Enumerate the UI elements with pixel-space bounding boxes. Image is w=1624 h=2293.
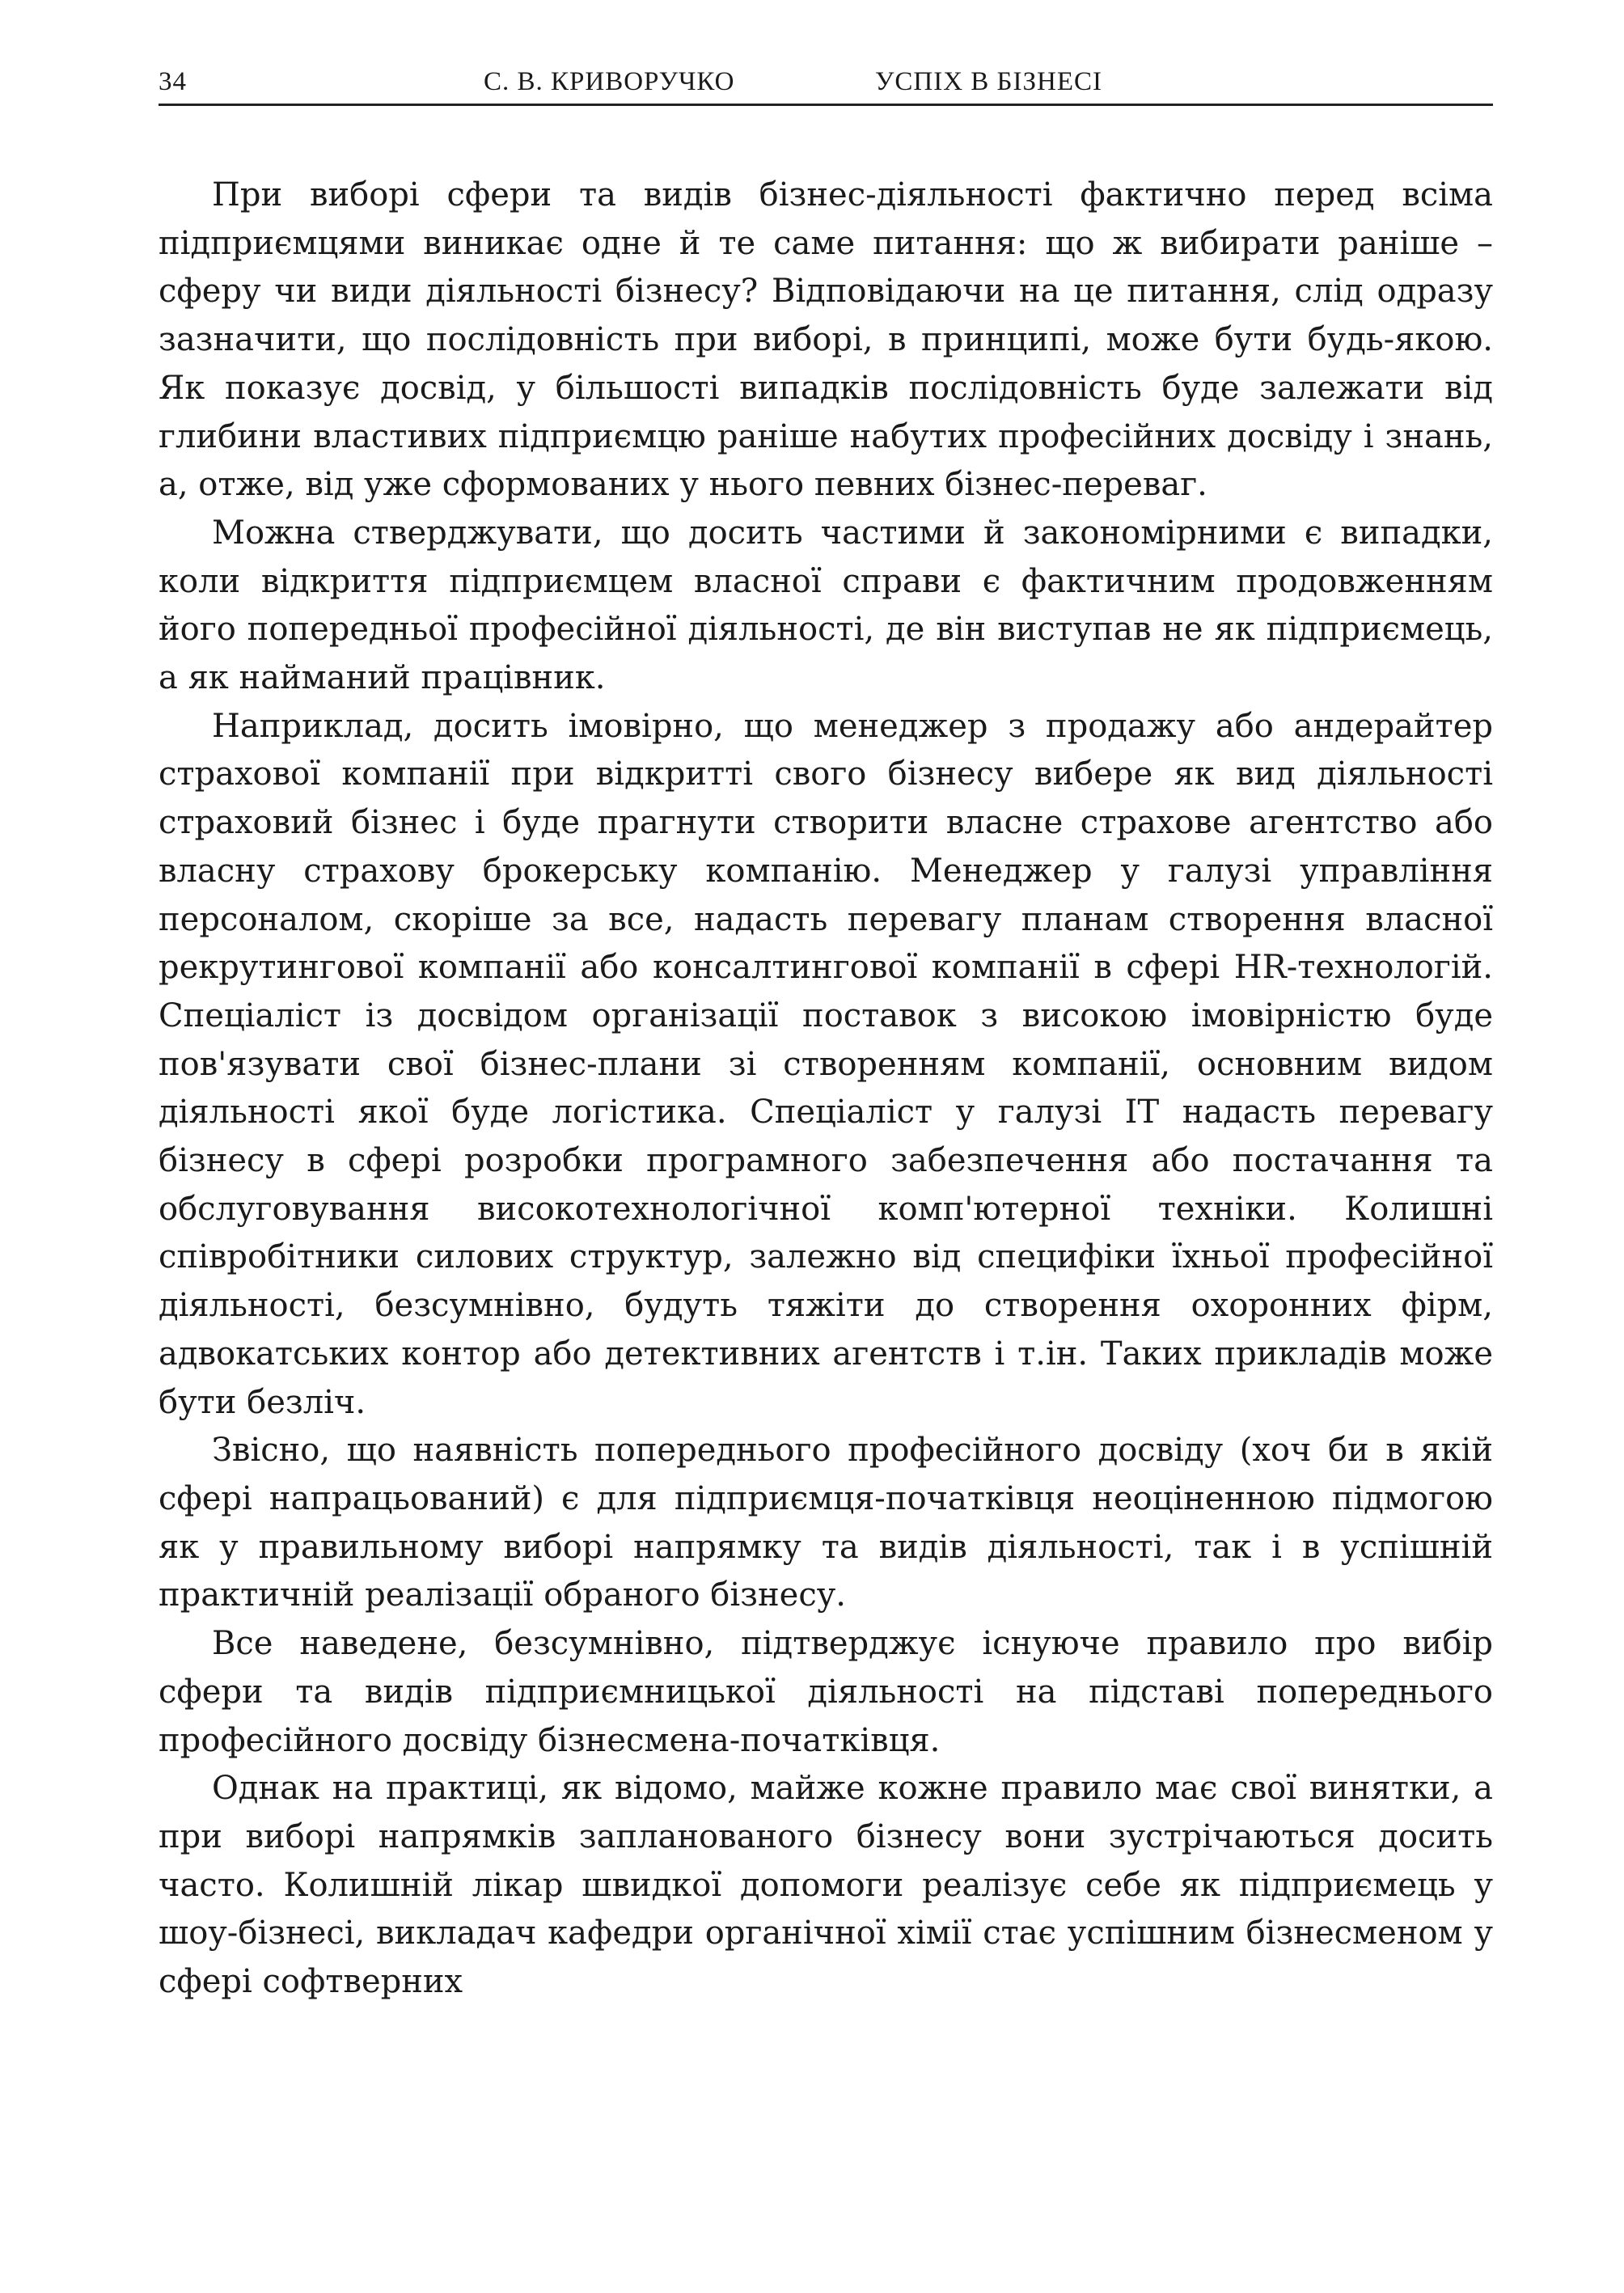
paragraph: Однак на практиці, як відомо, майже кожне правило має свої винятки, а при виборі напрямків запланованого бізнесу вони зустрічаються досить часто. Колишній лікар швидкої допомоги реалізує себе як підприємець у шоу-бізнесі, викладач кафедри органічної хімії стає успішним бізнесменом у сфері софтверних	[159, 1770, 1493, 2001]
paragraph: Все наведене, безсумнівно, підтверджує існуюче правило про вибір сфери та видів підприємницької діяльності на підставі попереднього професійного досвіду бізнесмена-початківця.	[159, 1625, 1493, 1759]
body-text	[159, 171, 1493, 2007]
page-number: 34	[159, 67, 187, 96]
header-author: С. В. КРИВОРУЧКО	[484, 67, 735, 96]
paragraph: Наприклад, досить імовірно, що менеджер з продажу або андерайтер страхової компанії при відкритті свого бізнесу вибере як вид діяльності страховий бізнес і буде прагнути створити власне страхове агентство або власну страхову брокерську компанію. Менеджер у галузі управління персоналом, скоріше за все, надасть перевагу планам створення власної рекрутингової компанії або консалтингової компанії в сфері HR-технологій. Спеціаліст із досвідом організації поставок з високою імовірністю буде пов'язувати свої бізнес-плани зі створенням компанії, основним видом діяльності якої буде логістика. Спеціаліст у галузі ІТ надасть перевагу бізнесу в сфері розробки програмного забезпечення або постачання та обслуговування високотехнологічної комп'ютерної техніки. Колишні співробітники силових структур, залежно від специфіки їхньої професійної діяльності, безсумнівно, будуть тяжіти до створення охоронних фірм, адвокатських контор або детективних агентств і т.ін. Таких прикладів може бути безліч.	[159, 707, 1493, 1421]
paragraph: Звісно, що наявність попереднього професійного досвіду (хоч би в якій сфері напрацьований) є для підприємця-початківця неоціненною підмогою як у правильному виборі напрямку та видів діяльності, так і в успішній практичній реалізації обраного бізнесу.	[159, 1432, 1493, 1614]
paragraph: Можна стверджувати, що досить частими й закономірними є випадки, коли відкриття підприємцем власної справи є фактичним продовженням його попередньої професійної діяльності, де він виступав не як підприємець, а як найманий працівник.	[159, 514, 1493, 697]
paragraph: При виборі сфери та видів бізнес-діяльності фактично перед всіма підприємцями виникає одне й те саме питання: що ж вибирати раніше – сферу чи види діяльності бізнесу? Відповідаючи на це питання, слід одразу зазначити, що послідовність при виборі, в принципі, може бути будь-якою. Як показує досвід, у більшості випадків послідовність буде залежати від глибини властивих підприємцю раніше набутих професійних досвіду і знань, а, отже, від уже сформованих у нього певних бізнес-переваг.	[159, 176, 1493, 504]
header-book-title: УСПІХ В БІЗНЕСІ	[875, 67, 1102, 96]
running-header	[159, 63, 1493, 106]
